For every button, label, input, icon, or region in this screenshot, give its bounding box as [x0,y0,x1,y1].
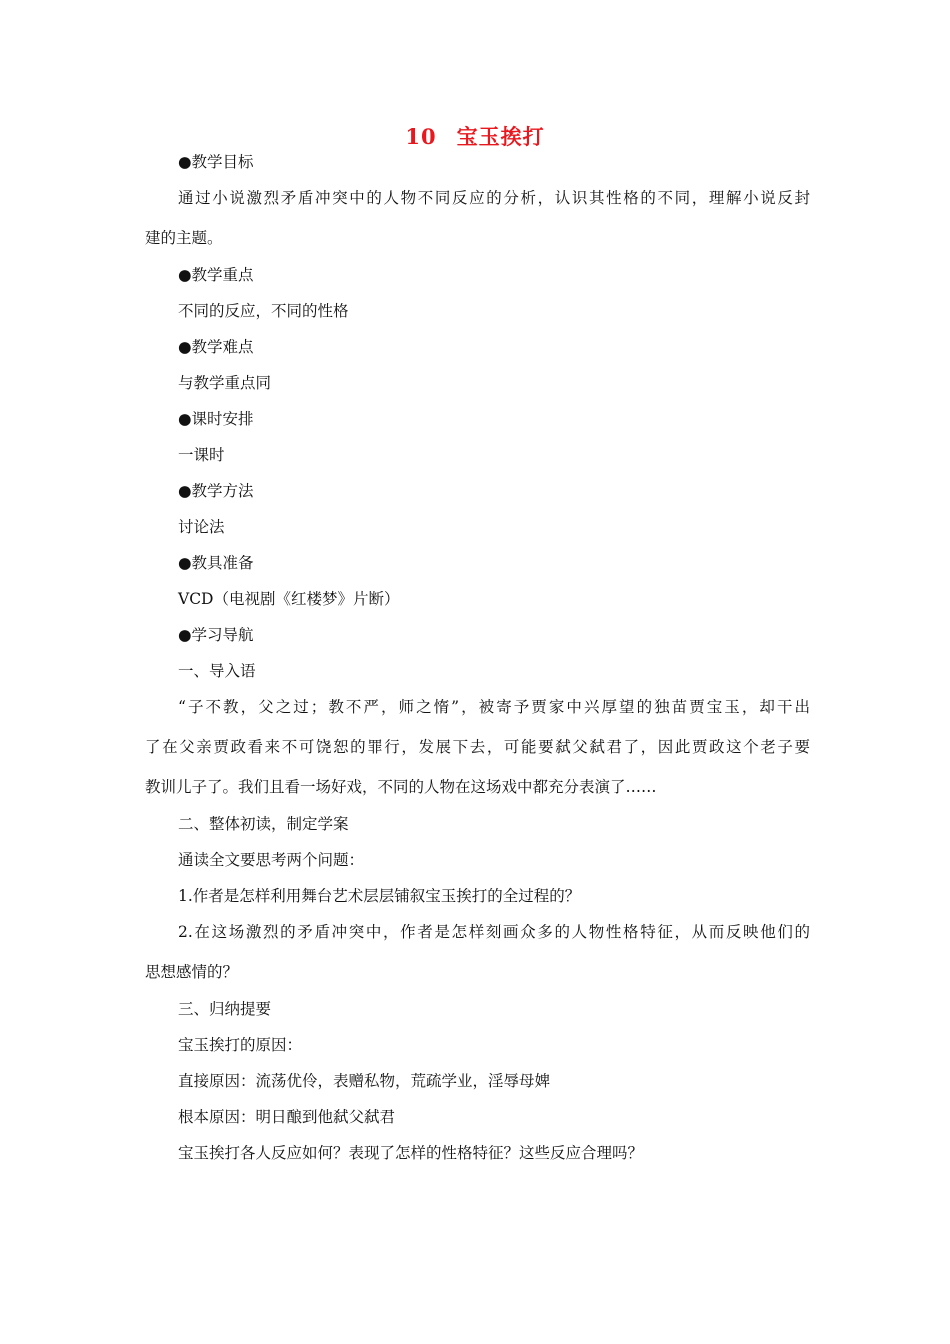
question-2-line1: 2.在这场激烈的矛盾冲突中，作者是怎样刻画众多的人物性格特征，从而反映他们的 [178,923,810,941]
direct-cause: 直接原因：流荡优伶，表赠私物，荒疏学业，淫辱母婢 [178,1072,551,1090]
summary-heading: 三、归纳提要 [178,1000,272,1018]
difficulty-text: 与教学重点同 [178,374,272,392]
intro-text-line3: 教训儿子了。我们且看一场好戏，不同的人物在这场戏中都充分表演了…… [145,778,657,796]
title-text: 宝玉挨打 [456,124,545,149]
tools-text: VCD（电视剧《红楼梦》片断） [178,590,400,608]
root-cause: 根本原因：明日酿到他弑父弑君 [178,1108,396,1126]
key-heading: ●教学重点 [178,266,254,284]
schedule-heading: ●课时安排 [178,410,254,428]
cause-heading: 宝玉挨打的原因： [178,1036,303,1054]
title-number: 10 [405,124,437,149]
schedule-text: 一课时 [178,446,225,464]
goal-heading: ●教学目标 [178,153,254,171]
goal-text-line1: 通过小说激烈矛盾冲突中的人物不同反应的分析，认识其性格的不同，理解小说反封 [178,189,810,207]
method-heading: ●教学方法 [178,482,254,500]
goal-text-line2: 建的主题。 [145,229,223,247]
intro-text-line1: “子不教，父之过；教不严，师之惰”，被寄予贾家中兴厚望的独苗贾宝玉，却干出 [178,698,810,716]
key-text: 不同的反应，不同的性格 [178,302,349,320]
question-2-line2: 思想感情的？ [145,963,239,981]
final-question: 宝玉挨打各人反应如何？表现了怎样的性格特征？这些反应合理吗？ [178,1144,644,1162]
method-text: 讨论法 [178,518,225,536]
intro-heading: 一、导入语 [178,662,256,680]
read-text: 通读全文要思考两个问题： [178,851,365,869]
guide-heading: ●学习导航 [178,626,254,644]
intro-text-line2: 了在父亲贾政看来不可饶恕的罪行，发展下去，可能要弑父弑君了，因此贾政这个老子要 [145,738,810,756]
question-1: 1.作者是怎样利用舞台艺术层层铺叙宝玉挨打的全过程的？ [178,887,581,905]
read-heading: 二、整体初读，制定学案 [178,815,349,833]
tools-heading: ●教具准备 [178,554,254,572]
difficulty-heading: ●教学难点 [178,338,254,356]
